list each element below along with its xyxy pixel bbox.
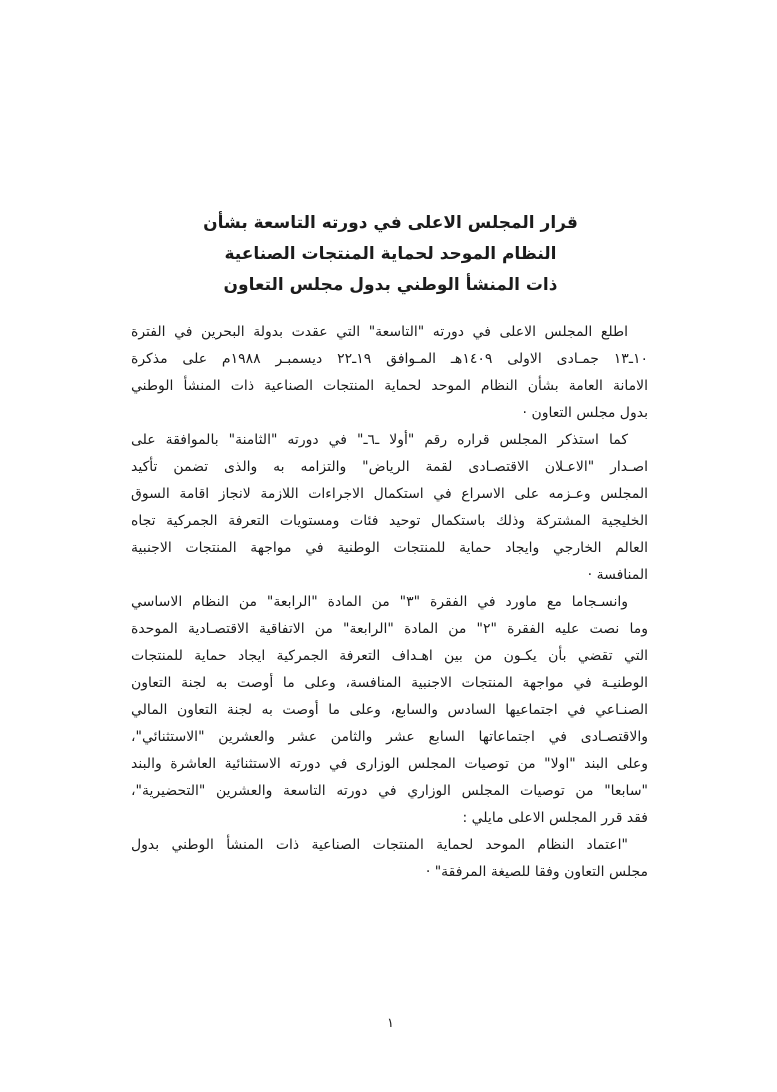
body-line: وعلى البند "اولا" من توصيات المجلس الوزارى في دورته الاستثنائية العاشرة والبند xyxy=(131,756,648,772)
body-line: بدول مجلس التعاون · xyxy=(522,405,648,421)
body-line: كما استذكر المجلس قراره رقم "أولا ـ٦ـ" في دورته "الثامنة" بالموافقة على xyxy=(131,432,628,448)
body-line: اطلع المجلس الاعلى في دورته "التاسعة" التي عقدت بدولة البحرين في الفترة xyxy=(131,324,628,340)
body-line: "سابعا" من توصيات المجلس الوزاري في دورته التاسعة والعشرين "التحضيرية"، xyxy=(131,783,648,799)
body-line: والاقتصـادى في اجتماعاتها السابع عشر والثامن عشر والعشرين "الاستثنائي"، xyxy=(131,729,648,745)
body-line: الوطنيـة في مواجهة المنتجات الاجنبية المنافسة، وعلى ما أوصت به لجنة التعاون xyxy=(131,675,648,691)
title-line-1: قرار المجلس الاعلى في دورته التاسعة بشأن xyxy=(203,213,578,233)
body-line: التي تقضي بأن يكـون من بين اهـداف التعرفة الجمركية ايجاد حماية للمنتجات xyxy=(131,648,648,664)
document-body xyxy=(131,319,648,886)
body-line: فقد قرر المجلس الاعلى مايلي : xyxy=(462,810,648,826)
page-number: ١ xyxy=(387,1016,394,1031)
body-line: الخليجية المشتركة وذلك باستكمال توحيد فئات ومستويات التعرفة الجمركية تجاه xyxy=(131,513,648,529)
body-line: وانسـجاما مع ماورد في الفقرة "٣" من المادة "الرابعة" من النظام الاساسي xyxy=(131,594,628,610)
document-title xyxy=(133,208,648,301)
body-line: "اعتماد النظام الموحد لحماية المنتجات الصناعية ذات المنشأ الوطني بدول xyxy=(131,837,628,853)
title-line-3: ذات المنشأ الوطني بدول مجلس التعاون xyxy=(223,275,558,295)
body-line: ١٠ـ١٣ جمـادى الاولى ١٤٠٩هـ المـوافق ١٩ـ٢٢ ديسمبـر ١٩٨٨م على مذكرة xyxy=(131,351,648,367)
body-line: المجلس وعـزمه على الاسراع في استكمال الاجراءات اللازمة لانجاز اقامة السوق xyxy=(131,486,648,502)
body-line: وما نصت عليه الفقرة "٢" من المادة "الرابعة" من الاتفاقية الاقتصـادية الموحدة xyxy=(131,621,648,637)
body-line: مجلس التعاون وفقا للصيغة المرفقة" · xyxy=(425,864,648,880)
title-line-2: النظام الموحد لحماية المنتجات الصناعية xyxy=(224,244,557,264)
body-line: الامانة العامة بشأن النظام الموحد لحماية المنتجات الصناعية ذات المنشأ الوطني xyxy=(131,378,648,394)
body-line: العالم الخارجي وايجاد حماية للمنتجات الوطنية في مواجهة المنتجات الاجنبية xyxy=(131,540,648,556)
body-line: الصنـاعي في اجتماعيها السادس والسابع، وعلى ما أوصت به لجنة التعاون المالي xyxy=(131,702,648,718)
body-line: اصـدار "الاعـلان الاقتصـادى لقمة الرياض" والتزامه به والذى تضمن تأكيد xyxy=(131,459,648,475)
body-line: المنافسة · xyxy=(587,567,648,583)
